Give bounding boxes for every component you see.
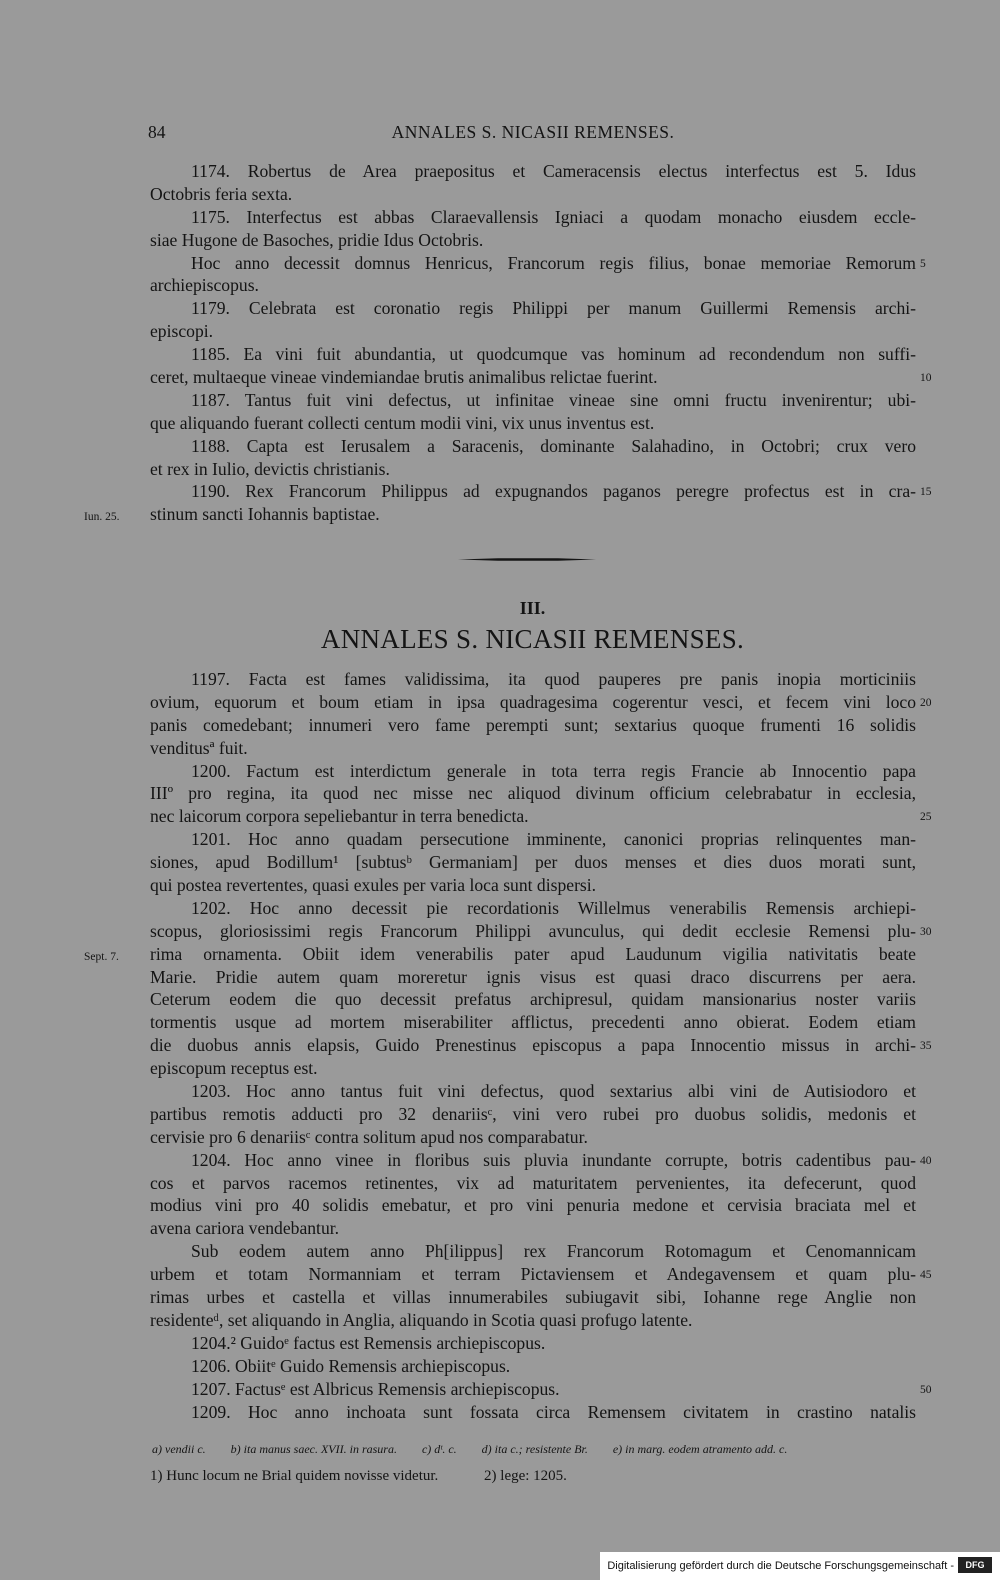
line-number: 5 <box>920 257 926 270</box>
text-line: Marie. Pridie autem quam moreretur ignis visus est quasi draco discurrens per aera. <box>150 966 916 987</box>
text-line: cos et parvos racemos retinentes, vix ad maturitatem pervenientes, ita defecerunt, quod <box>150 1172 916 1193</box>
line-number: 15 <box>920 486 932 499</box>
text-line: siones, apud Bodillum¹ [subtusᵇ Germaniam] per duos menses et dies duos morati sunt, <box>150 852 916 873</box>
text-line <box>150 480 932 503</box>
text-line: 1187. Tantus fuit vini defectus, ut infinitae vineae sine omni fructu invenirentur; ubi- <box>191 389 916 410</box>
text-line: 1203. Hoc anno tantus fuit vini defectus, quod sextarius albi vini de Autisiodoro et <box>191 1081 916 1102</box>
line-number: 40 <box>920 1154 932 1167</box>
line-number: 10 <box>920 372 932 385</box>
text-block-2 <box>84 668 932 1423</box>
text-line <box>150 1378 932 1401</box>
text-line <box>150 691 932 714</box>
dfg-logo: DFG <box>958 1557 992 1573</box>
footnote: e) in marg. eodem atramento add. c. <box>612 1442 788 1456</box>
margin-note: Sept. 7. <box>84 950 119 963</box>
section-numeral: III. <box>519 598 546 618</box>
text-line: 1174. Robertus de Area praepositus et Cameracensis electus interfectus est 5. Idus <box>191 161 916 181</box>
text-line: 1209. Hoc anno inchoata sunt fossata circa Remensem civitatem in crastino natalis <box>191 1401 916 1422</box>
text-line <box>150 1263 932 1286</box>
page-number: 84 <box>148 122 166 142</box>
text-line: panis comedebant; innumeri vero fame perempti sunt; sextarius quoque frumenti 16 solidis <box>150 714 916 735</box>
text-line: que aliquando fuerant collecti centum modii vini, vix unus inventus est. <box>150 412 655 433</box>
text-line: residenteᵈ, set aliquando in Anglia, aliquando in Scotia quasi profugo latente. <box>150 1309 693 1330</box>
note: 1) Hunc locum ne Brial quidem novisse videtur. <box>150 1468 439 1484</box>
footnote: b) ita manus saec. XVII. in rasura. <box>230 1442 397 1456</box>
text-line: episcopi. <box>150 321 214 342</box>
text-block-1 <box>84 160 932 526</box>
text-line: IIIº pro regina, ita quod nec misse nec aliquod divinum officium celebrabatur in ecclesia, <box>150 783 916 804</box>
text-line: venditusª fuit. <box>150 737 248 758</box>
text-line <box>150 920 932 943</box>
line-number: 35 <box>920 1040 932 1053</box>
text-line: modius vini pro 40 solidis emebatur, et pro vini penuria medone et cervisia braciata mel et <box>150 1195 916 1216</box>
text-line: Sub eodem autem anno Ph[ilippus] rex Francorum Rotomagum et Cenomannicam <box>191 1241 916 1262</box>
running-head <box>148 122 918 146</box>
line-number: 50 <box>920 1383 932 1396</box>
line-number: 45 <box>920 1269 932 1282</box>
text-line <box>150 805 932 828</box>
text-line: 1200. Factum est interdictum generale in tota terra regis Francie ab Innocentio papa <box>191 760 916 781</box>
line-number: 30 <box>920 925 932 938</box>
text-line: 1175. Interfectus est abbas Claraevallensis Igniaci a quodam monacho eiusdem eccle- <box>191 206 916 227</box>
text-line: 1204.² Guidoᵉ factus est Remensis archiepiscopus. <box>191 1332 546 1353</box>
text-line <box>150 252 926 275</box>
text-line-content: ovium, equorum et boum etiam in ipsa quadragesima cogerentur vesci, et fecem vini loco <box>150 691 916 712</box>
credit-text: Digitalisierung gefördert durch die Deutsche Forschungsgemeinschaft - <box>607 1560 954 1572</box>
text-line-content: nec laicorum corpora sepeliebantur in terra benedicta. <box>150 806 529 827</box>
text-line: archiepiscopus. <box>150 275 259 296</box>
text-line: Octobris feria sexta. <box>150 183 293 204</box>
text-line <box>150 1149 932 1172</box>
text-line: 1179. Celebrata est coronatio regis Philippi per manum Guillermi Remensis archi- <box>191 298 916 319</box>
digitization-credit <box>600 1552 1000 1580</box>
text-line: avena cariora vendebantur. <box>150 1218 340 1239</box>
text-line-content: die duobus annis elapsis, Guido Prenestinus episcopus a papa Innocentio missus in archi- <box>150 1035 916 1056</box>
text-line-content: rima ornamenta. Obiit idem venerabilis pater apud Laudunum vigilia nativitatis beate <box>150 943 916 964</box>
editorial-notes <box>150 1468 609 1485</box>
text-line <box>150 1034 932 1057</box>
text-line: rimas urbes et castella et villas innumerabiles subiugavit sibi, Iohanne rege Anglie non <box>150 1287 916 1308</box>
text-line <box>84 943 916 966</box>
section-title: ANNALES S. NICASII REMENSES. <box>320 624 745 654</box>
text-line-content: urbem et totam Normanniam et terram Pictaviensem et Andegavensem et quam plu- <box>150 1264 916 1285</box>
text-line: siae Hugone de Basoches, pridie Idus Octobris. <box>150 229 484 250</box>
text-line-content: ceret, multaeque vineae vindemiandae brutis animalibus relictae fuerint. <box>150 367 658 388</box>
line-number: 25 <box>920 811 932 824</box>
line-number: 20 <box>920 696 932 709</box>
text-line: cervisie pro 6 denariisᶜ contra solitum apud nos comparabatur. <box>150 1126 588 1147</box>
text-line: episcopum receptus est. <box>150 1058 318 1079</box>
text-line-content: 1190. Rex Francorum Philippus ad expugnandos paganos peregre profectus est in cra- <box>191 481 916 502</box>
section-rule <box>458 557 596 562</box>
margin-note: Iun. 25. <box>84 511 120 524</box>
text-line: 1202. Hoc anno decessit pie recordationis Willelmus venerabilis Remensis archiepi- <box>191 897 916 918</box>
text-line: Ceterum eodem die quo decessit prefatus archipresul, quidam mansionarius noster variis <box>150 989 916 1010</box>
text-line-content: 1207. Factusᵉ est Albricus Remensis archiepiscopus. <box>191 1378 560 1399</box>
text-line <box>84 503 916 526</box>
text-line-content: scopus, gloriosissimi regis Francorum Philippi avunculus, qui dedit ecclesie Remensi plu- <box>150 920 916 941</box>
text-line <box>150 366 932 389</box>
text-line: 1206. Obiitᵉ Guido Remensis archiepiscopus. <box>191 1355 511 1376</box>
note: 2) lege: 1205. <box>484 1468 567 1484</box>
text-line: 1201. Hoc anno quadam persecutione imminente, canonici proprias relinquentes man- <box>191 829 916 850</box>
text-line-content: stinum sancti Iohannis baptistae. <box>150 504 380 525</box>
text-line: 1188. Capta est Ierusalem a Saracenis, dominante Salahadino, in Octobri; crux vero <box>191 435 916 456</box>
running-title: ANNALES S. NICASII REMENSES. <box>391 122 675 142</box>
critical-apparatus <box>152 1442 922 1457</box>
footnote: c) dᵗ. c. <box>421 1442 457 1456</box>
footnote: d) ita c.; resistente Br. <box>481 1442 588 1456</box>
text-line-content: 1204. Hoc anno vinee in floribus suis pluvia inundante corrupte, botris cadentibus pau- <box>191 1149 916 1170</box>
text-line: 1197. Facta est fames validissima, ita quod pauperes pre panis inopia morticiniis <box>191 669 916 689</box>
text-line: et rex in Iulio, devictis christianis. <box>150 458 390 479</box>
text-line-content: Hoc anno decessit domnus Henricus, Francorum regis filius, bonae memoriae Remorum <box>191 252 916 273</box>
text-line: 1185. Ea vini fuit abundantia, ut quodcumque vas hominum ad recondendum non suffi- <box>191 344 916 365</box>
footnote: a) vendii c. <box>152 1442 206 1456</box>
text-line: tormentis usque ad mortem miserabiliter afflictus, precedenti anno obierat. Eodem etiam <box>150 1012 916 1033</box>
text-line: partibus remotis adducti pro 32 denariisᶜ, vini vero rubei pro duobus solidis, medonis et <box>150 1103 916 1124</box>
text-line: qui postea revertentes, quasi exules per varia loca sunt dispersi. <box>150 875 597 896</box>
